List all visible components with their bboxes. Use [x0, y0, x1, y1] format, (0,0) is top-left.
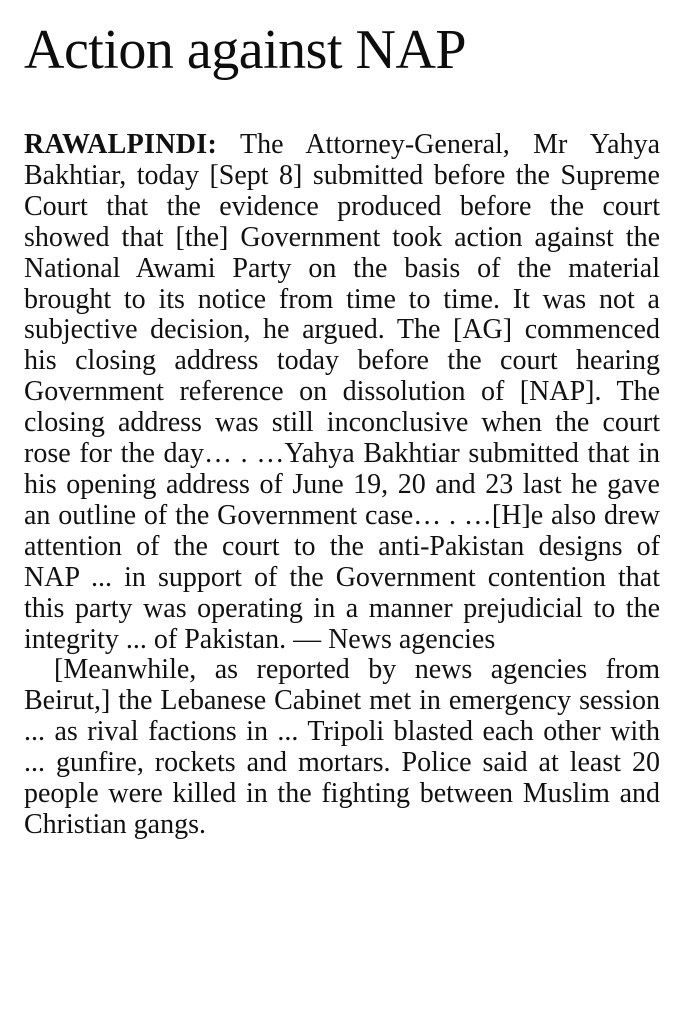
dateline: RAWALPINDI:: [24, 129, 218, 160]
article-body: [24, 130, 660, 841]
news-article: [24, 14, 660, 841]
article-paragraph: [24, 655, 660, 840]
article-headline: Action against NAP: [24, 19, 467, 81]
paragraph-text: [Meanwhile, as reported by news agencies from Beirut,] the Lebanese Cabinet met in emergency session ... as rival factions in ... Tripoli blasted each other with ... gunfire, rockets and mortars. Police said at least 20 people were killed in the fighting between Muslim and Christian gangs.: [24, 654, 660, 840]
paragraph-text: The Attorney-General, Mr Yahya Bakhtiar, today [Sept 8] submitted before the Supreme Court that the evidence produced before the court showed that [the] Government took action against the National Awami Party on the basis of the material brought to its notice from time to time. It was not a subjective decision, he argued. The [AG] commenced his closing address today before the court hearing Government reference on dissolution of [NAP]. The closing address was still inconclusive when the court rose for the day… . …Yahya Bakhtiar submitted that in his opening address of June 19, 20 and 23 last he gave an outline of the Government case… . …[H]e also drew attention of the court to the anti-Pakistan designs of NAP ... in support of the Government contention that this party was operating in a manner prejudicial to the integrity ... of Pakistan. — News agencies: [24, 129, 660, 655]
article-paragraph: [24, 130, 660, 655]
